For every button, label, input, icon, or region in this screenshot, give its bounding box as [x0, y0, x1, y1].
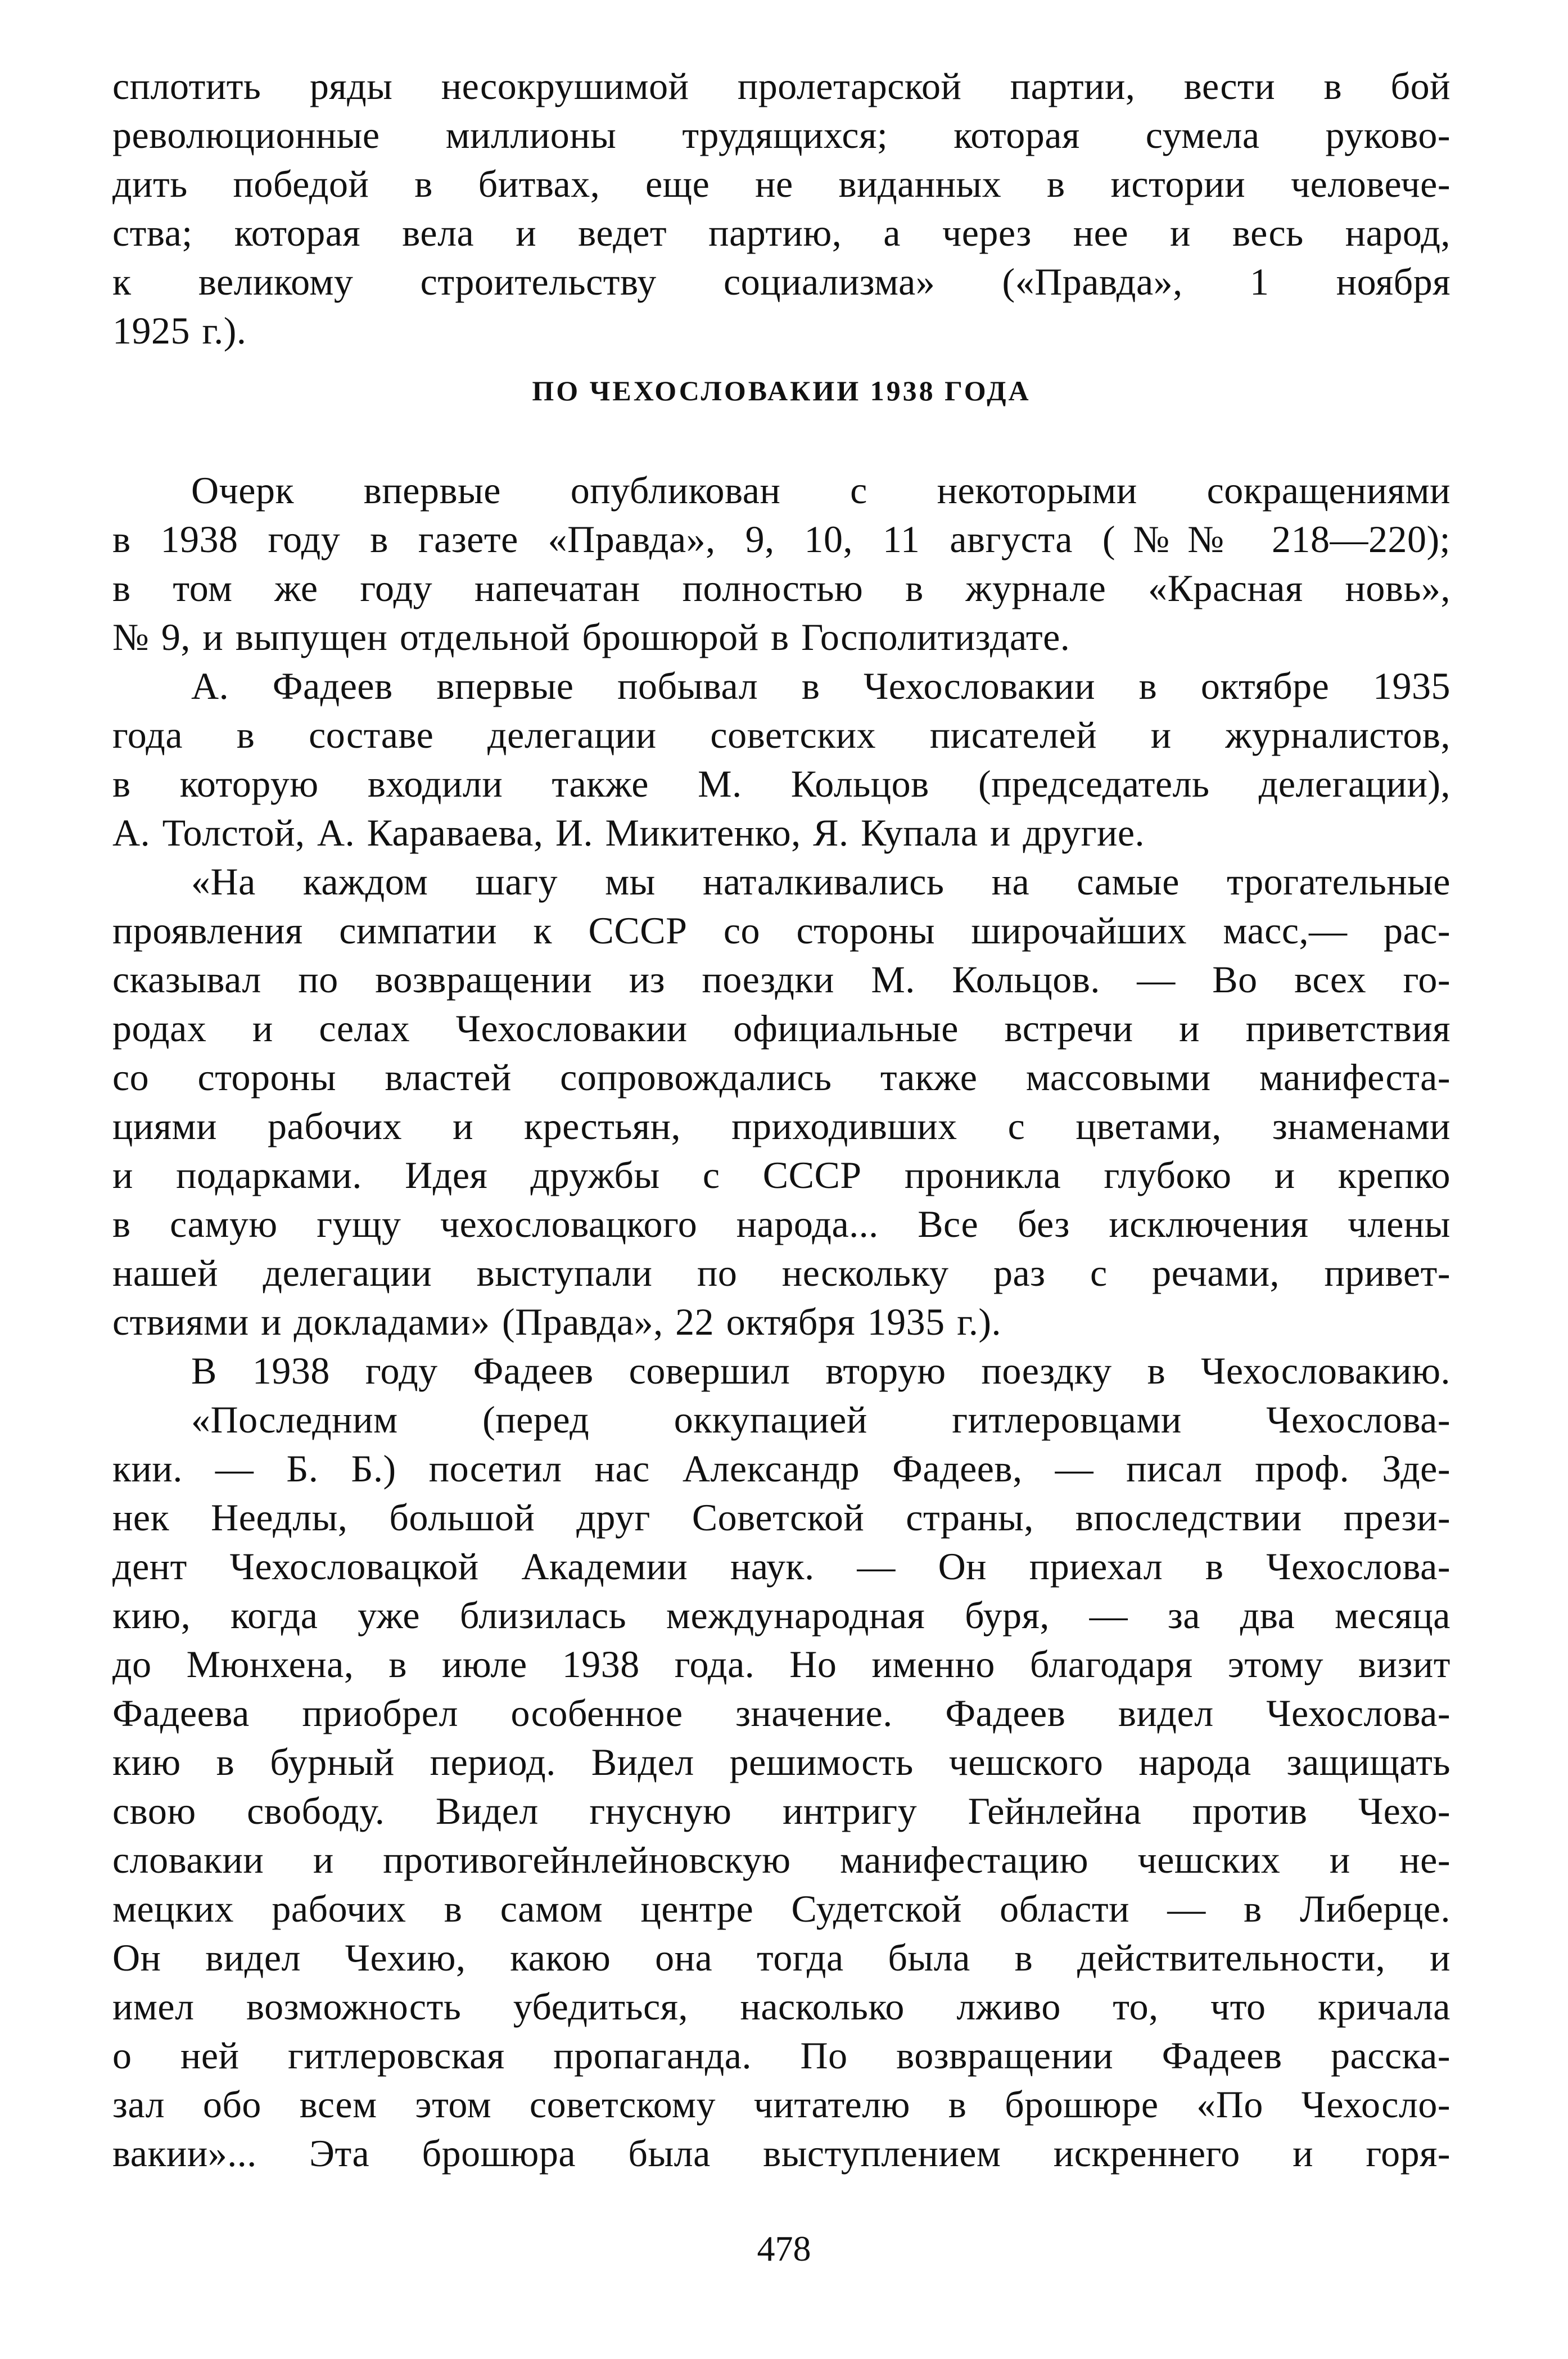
- text-line: дить победой в битвах, еще не виданных в истории человече-: [112, 162, 1450, 205]
- text-line: в которую входили также М. Кольцов (председатель делегации),: [112, 762, 1450, 805]
- text-line: нек Неедлы, большой друг Советской страны, впоследствии прези-: [112, 1496, 1450, 1539]
- text-line: нашей делегации выступали по нескольку раз с речами, привет-: [112, 1251, 1450, 1294]
- text-line: А. Фадеев впервые побывал в Чехословакии в октябре 1935: [191, 665, 1450, 707]
- text-line: кию в бурный период. Видел решимость чешского народа защищать: [112, 1741, 1450, 1783]
- text-line: в 1938 году в газете «Правда», 9, 10, 11 августа (№№ 218—220);: [112, 518, 1450, 561]
- text-line: проявления симпатии к СССР со стороны широчайших масс,— рас-: [112, 909, 1450, 952]
- text-line: кию, когда уже близилась международная буря, — за два месяца: [112, 1594, 1450, 1637]
- section-heading: ПО ЧЕХОСЛОВАКИИ 1938 ГОДА: [532, 375, 1031, 406]
- text-line: циями рабочих и крестьян, приходивших с цветами, знаменами: [112, 1105, 1450, 1147]
- text-line: в самую гущу чехословацкого народа... Все без исключения члены: [112, 1203, 1450, 1245]
- text-line: сплотить ряды несокрушимой пролетарской партии, вести в бой: [112, 65, 1450, 107]
- text-line: зал обо всем этом советскому читателю в брошюре «По Чехосло-: [112, 2083, 1450, 2126]
- text-line: в том же году напечатан полностью в журнале «Красная новь»,: [112, 567, 1450, 609]
- document-page: [112, 62, 1450, 2178]
- text-line: о ней гитлеровская пропаганда. По возвращении Фадеев расска-: [112, 2034, 1450, 2077]
- text-line: А. Толстой, А. Караваева, И. Микитенко, Я. Купала и другие.: [112, 811, 1145, 854]
- text-line: Очерк впервые опубликован с некоторыми сокращениями: [191, 469, 1450, 512]
- text-line: имел возможность убедиться, насколько лживо то, что кричала: [112, 1985, 1450, 2028]
- text-line: мецких рабочих в самом центре Судетской области — в Либерце.: [112, 1887, 1450, 1930]
- text-line: и подарками. Идея дружбы с СССР проникла глубоко и крепко: [112, 1154, 1450, 1196]
- text-line: со стороны властей сопровождались также массовыми манифеста-: [112, 1056, 1450, 1099]
- text-line: революционные миллионы трудящихся; которая сумела руково-: [112, 114, 1450, 156]
- text-line: № 9, и выпущен отдельной брошюрой в Госполитиздате.: [112, 616, 1070, 658]
- text-line: Он видел Чехию, какою она тогда была в действительности, и: [112, 1936, 1450, 1979]
- text-line: «На каждом шагу мы наталкивались на самые трогательные: [191, 860, 1450, 903]
- text-line: года в составе делегации советских писателей и журналистов,: [112, 713, 1450, 756]
- text-line: к великому строительству социализма» («Правда», 1 ноября: [112, 260, 1450, 303]
- text-line: «Последним (перед оккупацией гитлеровцами Чехослова-: [191, 1398, 1450, 1441]
- text-line: словакии и противогейнлейновскую манифестацию чешских и не-: [112, 1838, 1450, 1881]
- text-line: вакии»... Эта брошюра была выступлением искреннего и горя-: [112, 2132, 1450, 2175]
- text-line: дент Чехословацкой Академии наук. — Он приехал в Чехослова-: [112, 1545, 1450, 1588]
- text-line: свою свободу. Видел гнусную интригу Гейнлейна против Чехо-: [112, 1789, 1450, 1832]
- text-line: ства; которая вела и ведет партию, а через нее и весь народ,: [112, 211, 1450, 254]
- text-line: родах и селах Чехословакии официальные встречи и приветствия: [112, 1007, 1450, 1050]
- text-line: Фадеева приобрел особенное значение. Фадеев видел Чехослова-: [112, 1692, 1450, 1734]
- text-line: сказывал по возвращении из поездки М. Кольцов. — Во всех го-: [112, 958, 1450, 1001]
- text-line: ствиями и докладами» (Правда», 22 октября 1935 г.).: [112, 1300, 1002, 1343]
- text-line: В 1938 году Фадеев совершил вторую поездку в Чехословакию.: [191, 1349, 1450, 1392]
- text-line: до Мюнхена, в июле 1938 года. Но именно благодаря этому визит: [112, 1643, 1450, 1685]
- text-line: 1925 г.).: [112, 309, 247, 352]
- text-line: кии. — Б. Б.) посетил нас Александр Фадеев, — писал проф. Зде-: [112, 1447, 1450, 1490]
- page-number: 478: [757, 2229, 811, 2268]
